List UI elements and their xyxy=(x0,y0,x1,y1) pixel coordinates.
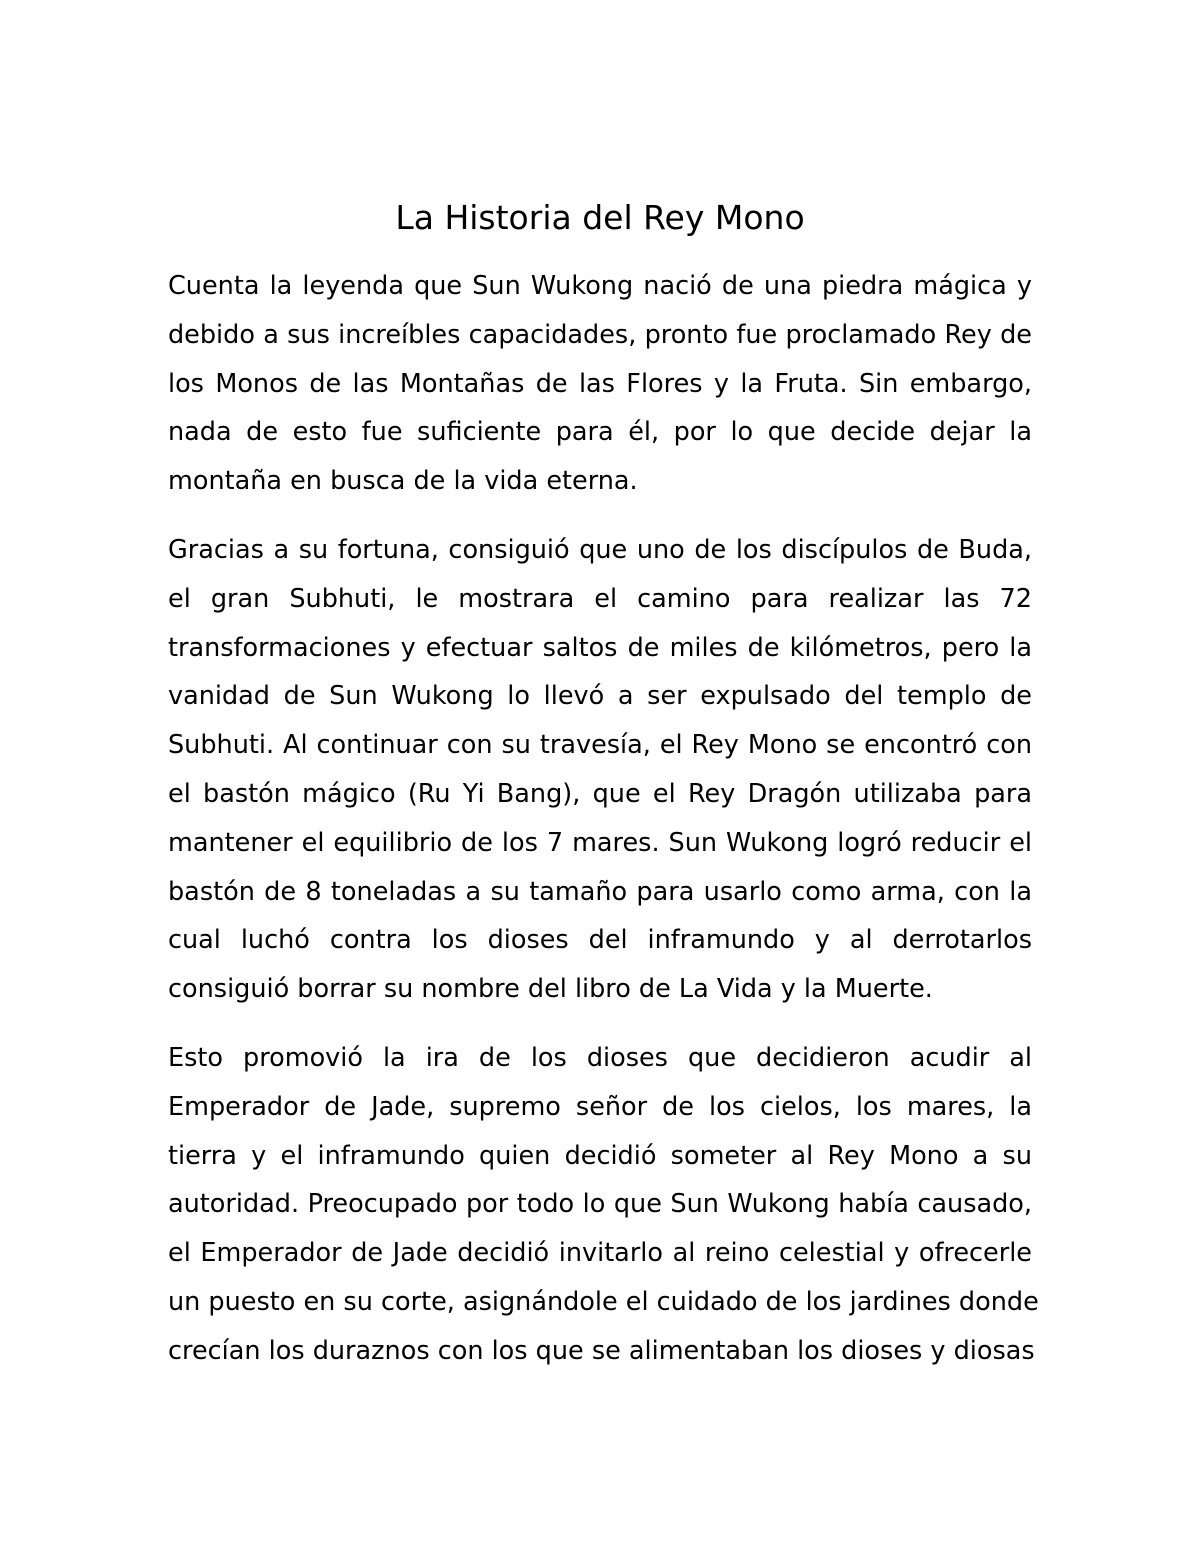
text-line: un puesto en su corte, asignándole el cuidado de los jardines donde xyxy=(168,1286,1039,1317)
text-line: vanidad de Sun Wukong lo llevó a ser expulsado del templo de xyxy=(168,681,1032,712)
document-title: La Historia del Rey Mono xyxy=(395,198,805,237)
text-line: bastón de 8 toneladas a su tamaño para usarlo como arma, con la xyxy=(168,876,1032,907)
paragraph-1 xyxy=(168,262,1032,506)
text-line: Esto promovió la ira de los dioses que decidieron acudir al xyxy=(168,1042,1032,1073)
text-line: Subhuti. Al continuar con su travesía, el Rey Mono se encontró con xyxy=(168,730,1032,761)
text-line: mantener el equilibrio de los 7 mares. Sun Wukong logró reducir el xyxy=(168,827,1032,858)
text-line: los Monos de las Montañas de las Flores y la Fruta. Sin embargo, xyxy=(168,368,1032,399)
text-line: Cuenta la leyenda que Sun Wukong nació de una piedra mágica y xyxy=(168,271,1032,301)
text-line: autoridad. Preocupado por todo lo que Sun Wukong había causado, xyxy=(168,1189,1032,1220)
document-body xyxy=(168,262,1039,1396)
text-line: el Emperador de Jade decidió invitarlo al reino celestial y ofrecerle xyxy=(168,1238,1032,1269)
text-line: consiguió borrar su nombre del libro de La Vida y la Muerte. xyxy=(168,974,933,1005)
text-line: el gran Subhuti, le mostrara el camino para realizar las 72 xyxy=(168,583,1032,614)
text-line: cual luchó contra los dioses del inframundo y al derrotarlos xyxy=(168,925,1032,956)
text-line: crecían los duraznos con los que se alimentaban los dioses y diosas xyxy=(168,1335,1035,1366)
paragraph-3 xyxy=(168,1034,1039,1376)
text-line: el bastón mágico (Ru Yi Bang), que el Rey Dragón utilizaba para xyxy=(168,778,1032,809)
text-line: tierra y el inframundo quien decidió someter al Rey Mono a su xyxy=(168,1140,1032,1171)
text-line: Gracias a su fortuna, consiguió que uno de los discípulos de Buda, xyxy=(168,534,1032,565)
text-line: Emperador de Jade, supremo señor de los cielos, los mares, la xyxy=(168,1091,1032,1122)
paragraph-2 xyxy=(168,526,1032,1014)
text-line: debido a sus increíbles capacidades, pronto fue proclamado Rey de xyxy=(168,319,1032,350)
text-line: nada de esto fue suficiente para él, por lo que decide dejar la xyxy=(168,417,1032,448)
text-line: transformaciones y efectuar saltos de miles de kilómetros, pero la xyxy=(168,632,1032,663)
text-line: montaña en busca de la vida eterna. xyxy=(168,466,638,497)
